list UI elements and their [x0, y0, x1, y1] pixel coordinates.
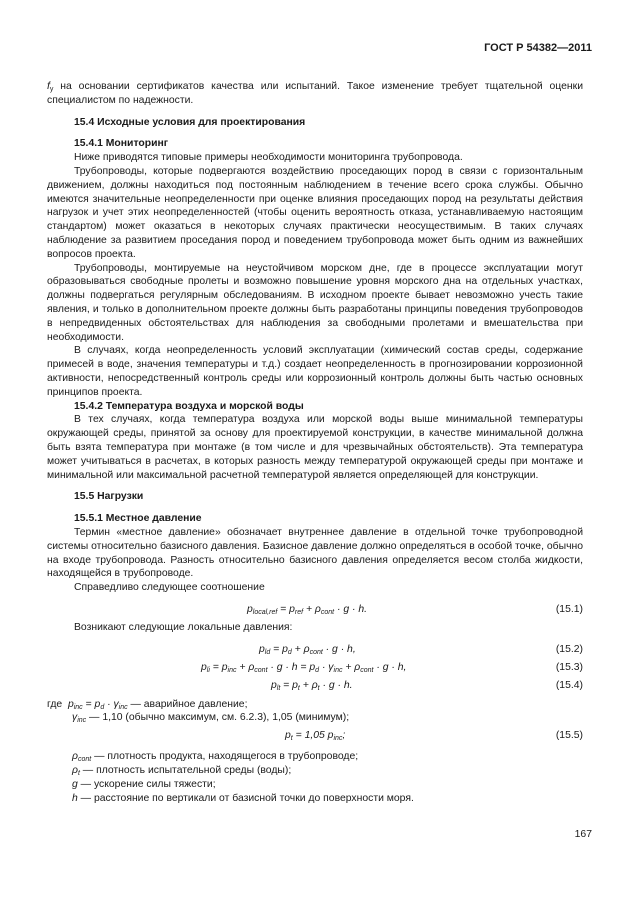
formula-15-5: $p_t = 1,05$ $p_{inc}$; (15.5): [285, 730, 583, 743]
page-number: 167: [574, 829, 592, 840]
document-body: [47, 80, 583, 805]
equation-number: (15.3): [555, 661, 583, 673]
section-15-4-2-heading: 15.4.2 Температура воздуха и морской воды: [74, 400, 304, 412]
where-block: [47, 698, 583, 726]
intro-paragraph: $f_y$ на основании сертификатов качества или испытаний. Такое изменение требует тщательной оценки специалистом по надежности.: [47, 81, 584, 106]
legend-line: $\rho_{cont}$ — плотность продукта, находящегося в трубопроводе;: [72, 751, 359, 764]
paragraph: Ниже приводятся типовые примеры необходимости мониторинга трубопровода.: [74, 152, 463, 164]
legend-line: h — расстояние по вертикали от базисной точки до поверхности моря.: [72, 792, 414, 804]
equation-number: (15.4): [555, 679, 583, 691]
formula-15-1: $p_{local,ref} = p_{ref} + \rho_{cont} \cdot g \cdot h$. (15.1): [247, 603, 583, 616]
legend-block: [47, 750, 583, 805]
formula-15-2: $p_{ld} = p_d + \rho_{cont} \cdot g \cdot h$, (15.2): [259, 643, 583, 656]
paragraph: Справедливо следующее соотношение: [74, 582, 265, 594]
paragraph: Возникают следующие локальные давления:: [74, 621, 293, 633]
paragraph: Трубопроводы, которые подвергаются воздействию проседающих пород в связи с горизонтальным движением, должны находиться под постоянным наблюдением в течение всего срока службы. Обычно имеются значительные неопределенности при оценке влияния проседающих пород на результаты действия нагрузок и учет этих неопределенностей (чтобы оценить вероятность отказа, устанавливаемую настоящим стандартом) может оказаться в некоторых случаях практически неосуществимым. В таких случаях наблюдение за развитием проседания пород и поведением трубопровода может быть одним из важнейших вопросов проекта.: [47, 165, 583, 260]
paragraph: В случаях, когда неопределенность условий эксплуатации (химический состав среды, содержание примесей в воде, значения температуры и т.д.) создает неопределенность в прогнозировании коррозионной активности, непосредственный контроль среды или коррозионный контроль должны быть частью основных принципов проекта.: [47, 345, 583, 398]
section-15-5-heading: 15.5 Нагрузки: [74, 491, 144, 503]
section-15-4-heading: 15.4 Исходные условия для проектирования: [74, 116, 306, 128]
where-line: $\gamma_{inc}$ — 1,10 (обычно максимум, см. 6.2.3), 1,05 (минимум);: [72, 712, 350, 725]
section-15-5-1-heading: 15.5.1 Местное давление: [74, 513, 202, 525]
equation-number: (15.5): [555, 730, 583, 742]
equation-number: (15.2): [555, 643, 583, 655]
legend-line: g — ускорение силы тяжести;: [72, 778, 216, 790]
section-15-4-1-heading: 15.4.1 Мониторинг: [74, 138, 169, 150]
formula-15-4: $p_{lt} = p_t + \rho_t \cdot g \cdot h$. (15.4): [271, 679, 583, 692]
formula-15-3: $p_{li} = p_{inc} + \rho_{cont} \cdot g \cdot h = p_d \cdot \gamma_{inc} + \rho_{cont} \cdot g \cdot h$, (15.3): [201, 661, 583, 674]
where-line: где $p_{inc} = p_d \cdot \gamma_{inc}$ — аварийное давление;: [47, 698, 248, 711]
paragraph: Термин «местное давление» обозначает внутреннее давление в отдельной точке трубопроводной системы относительно базисного давления. Базисное давление должно определяться в особой точке, обычно на входе трубопровода. Разность относительно базисного давления определяется весом столба жидкости, находящейся в трубопроводе.: [47, 526, 583, 580]
paragraph: В тех случаях, когда температура воздуха или морской воды выше минимальной температуры окружающей среды, принятой за основу для проектируемой конструкции, в качестве минимальной должна быть взята температура при монтаже (в том числе и для чрезвычайных обстоятельств). Эта температура может учитываться в расчетах, в которых разность между температурой окружающей среды при монтаже и минимальной или максимальной расчетной температурой является определяющей для конструкции.: [47, 414, 583, 481]
legend-line: $\rho_t$ — плотность испытательной среды (воды);: [72, 765, 292, 778]
paragraph: Трубопроводы, монтируемые на неустойчивом морском дне, где в процессе эксплуатации могут образовываться свободные пролеты и возможно повышение уровня морского дна на отдельных участках, должны подвергаться регулярным обследованиям. В исходном проекте бывает невозможно учесть такие явления, и только в дополнительном проекте должны быть разработаны принципы поведения трубопроводов в непредвиденных обстоятельствах для наблюдения за свободными пролетами и вмешательства при необходимости.: [47, 262, 583, 343]
equation-number: (15.1): [555, 603, 583, 615]
standard-header: ГОСТ Р 54382—2011: [484, 42, 592, 54]
